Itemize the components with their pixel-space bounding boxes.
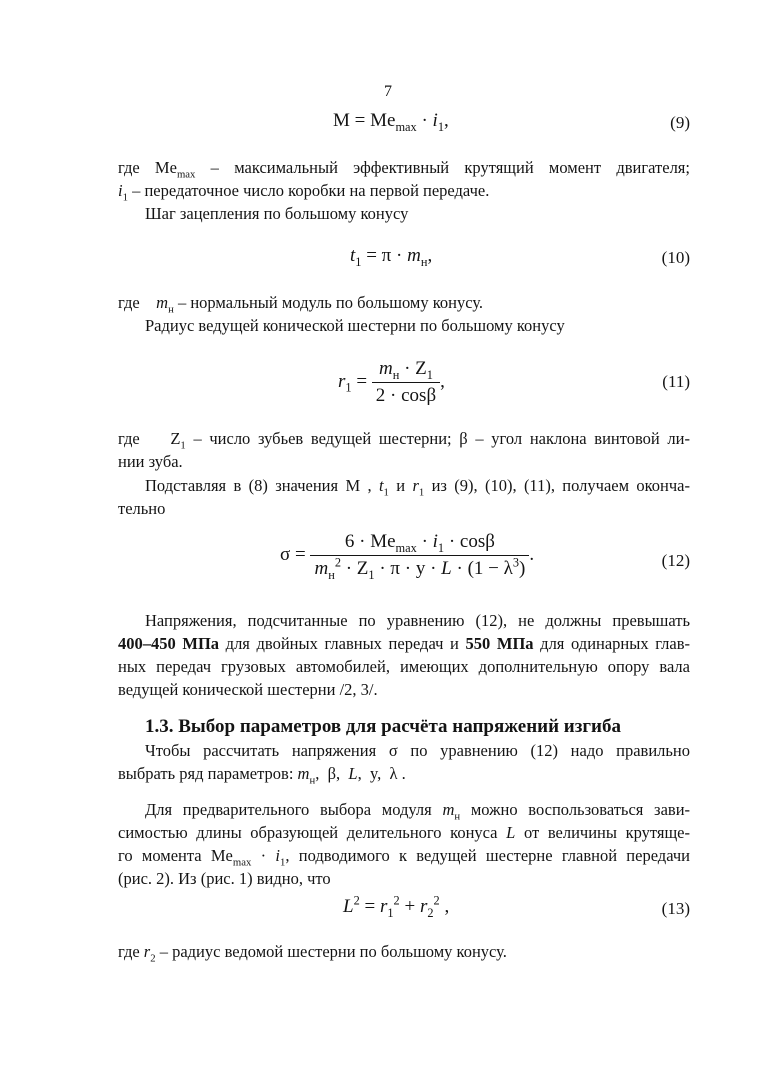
module-text-b: можно воспользоваться зави- (460, 800, 691, 819)
stress-text-rest: для одинарных глав- (533, 634, 690, 653)
module-text-d: от величины крутяще- (515, 823, 691, 842)
equation-13-number: (13) (661, 899, 690, 918)
stress-value-2: 550 МПа (465, 634, 534, 653)
substitution-line: Подставляя в (8) значения М , $t_1$ и $r_1$ из (9), (10), (11), получаем оконча- (145, 476, 691, 499)
where-r2-text: – радиус ведомой шестерни по большому конусу. (155, 942, 507, 961)
equation-12-number: (12) (661, 551, 690, 570)
module-text-e: го момента (118, 846, 202, 865)
module-line-2: симостью длины образующей делительного конуса L от величины крутяще- (118, 823, 691, 842)
where-mn-text: – нормальный модуль по большому конусу. (173, 293, 484, 312)
stress-line-1: Напряжения, подсчитанные по уравнению (12), не должны превышать (145, 611, 690, 630)
where-label-3: где (118, 942, 140, 961)
stress-line-3: ных передач грузовых автомобилей, имеющих дополнительную опору вала (118, 657, 690, 676)
equation-9: $M = Me_{max} \cdot i_1$, (333, 110, 449, 134)
substitution-text-b: из (9), (10), (11), получаем оконча- (424, 476, 691, 495)
stress-value-1: 400–450 МПа (118, 634, 220, 653)
where-z1-text: – число зубьев ведущей шестерни; β – угол наклона винтовой ли- (185, 429, 690, 448)
where-i1-text: – передаточное число коробки на первой передаче. (127, 181, 490, 200)
module-line-3: го момента $Me_{max} \cdot i_1$, подводимого к ведущей шестерне главной передачи (118, 846, 690, 869)
stress-text-mid: для двойных главных передач и (219, 634, 466, 653)
module-text-a: Для предварительного выбора модуля (145, 800, 432, 819)
equation-9-number: (9) (670, 113, 690, 132)
equation-13: $L^2 = r_1^2 + r_2^2$ , (343, 893, 450, 920)
module-line-4: (рис. 2). Из (рис. 1) видно, что (118, 869, 331, 888)
stress-line-2 (118, 634, 690, 654)
where-mn-line: где $m_н$ – нормальный модуль по большому конусу. (118, 293, 484, 316)
where-memax-text: – максимальный эффективный крутящий момент двигателя; (195, 158, 690, 177)
params-line-2: выбрать ряд параметров: $m_н$, β, L, y, λ . (118, 764, 406, 787)
where-memax-line: где $Me_{max}$ – максимальный эффективный крутящий момент двигателя; (118, 158, 690, 181)
where-i1-line: $i_1$ – передаточное число коробки на первой передаче. (118, 181, 490, 204)
eq11-cos: cosβ (401, 385, 437, 406)
params-line-1: Чтобы рассчитать напряжения σ по уравнению (12) надо правильно (145, 741, 690, 760)
where-label: где (118, 293, 140, 312)
substitution-line-2: тельно (118, 499, 166, 518)
where-label-2: где (118, 429, 140, 448)
substitution-text-a: Подставляя в (8) значения М , (145, 476, 372, 495)
module-text-f: , подводимого к ведущей шестерне главной передачи (285, 846, 690, 865)
equation-11-number: (11) (662, 372, 690, 391)
eq12-cos: cosβ (459, 531, 495, 552)
where-z1-line-2: нии зуба. (118, 452, 183, 471)
stress-line-4: ведущей конической шестерни /2, 3/. (118, 680, 378, 699)
equation-11: $r_1$ = $\frac{m_н \cdot Z_1}{2 \cdot \cos\beta}$ , (338, 358, 445, 406)
equation-10: $t_1 = \pi \cdot m_н$, (350, 245, 433, 269)
radius-intro: Радиус ведущей конической шестерни по большому конусу (145, 316, 565, 335)
equation-10-number: (10) (661, 248, 690, 267)
module-line-1: Для предварительного выбора модуля $m_н$ можно воспользоваться зави- (145, 800, 691, 823)
page-number: 7 (384, 83, 392, 100)
where-z1-line: где $Z_1$ – число зубьев ведущей шестерни; β – угол наклона винтовой ли- (118, 429, 690, 452)
pitch-intro: Шаг зацепления по большому конусу (145, 204, 409, 223)
equation-12: σ = $\frac{6 \cdot Me_{max} \cdot i_1 \cdot \cos\beta}{m_н^2 \cdot Z_1 \cdot \pi \cdot y \cdot L \cdot (1 - \lambda^3)}$ . (280, 531, 535, 582)
module-text-c: симостью длины образующей делительного конуса (118, 823, 498, 842)
params-text: выбрать ряд параметров: (118, 764, 294, 783)
section-heading: 1.3. Выбор параметров для расчёта напряжений изгиба (145, 716, 621, 737)
where-r2-line: где $r_2$ – радиус ведомой шестерни по большому конусу. (118, 942, 507, 965)
